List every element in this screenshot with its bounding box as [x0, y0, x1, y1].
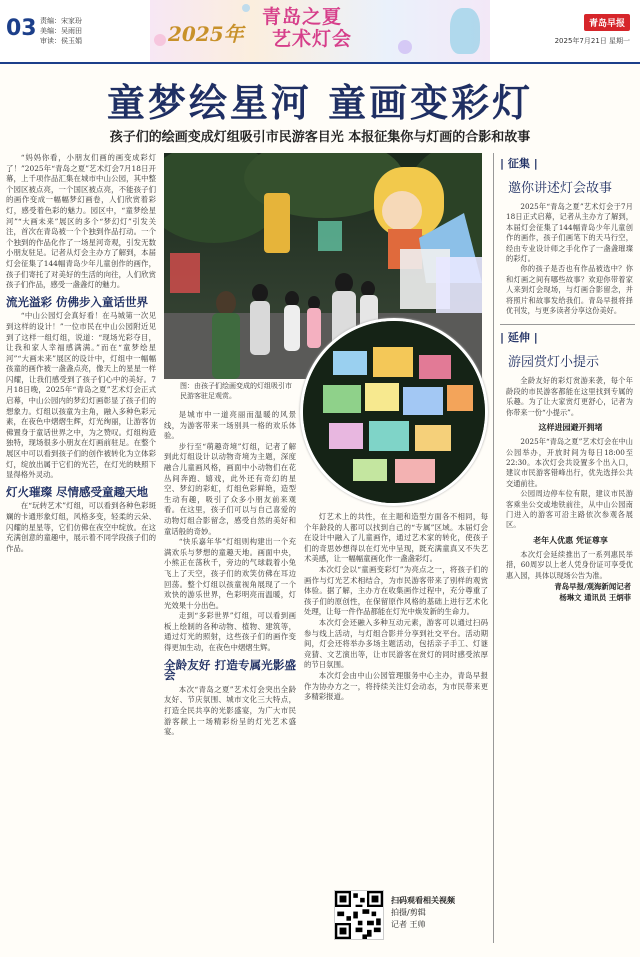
banner-title — [262, 6, 352, 50]
page-header — [0, 0, 640, 62]
sidebar-paragraph: 2025年“青岛之夏”艺术灯会在中山公园举办，开放时间为每日18:00至22:30。本次灯会共设置多个出入口，建议市民游客错峰出行，优先选择公共交通前往。 — [506, 437, 633, 488]
sidebar-subheading: 这样进园避开拥堵 — [538, 423, 603, 433]
section-heading: 全龄友好 打造专属光影盛会 — [164, 657, 296, 683]
lantern-closeup-photo — [300, 318, 488, 506]
intro-paragraph: “妈妈你看，小朋友们画的画变成彩灯了！”2025年“青岛之夏”艺术灯会7月18日开幕，上千项作品汇集在城市中山公园，其中整个园区被点亮，一个国区被点亮，不能孩子们的画作变成一幅幅梦幻画卷，人们欣赏着彩灯，感受着色彩的魅力。园区中，“童梦绘星河”“大画未来”展区的多个“梦幻灯”引发关注，首次在青岛被一个个独到作品打动。一个个独到的作品化作了一场星河奇观，引发无数小朋友驻足。记者从灯会主办方了解到，本届灯会征集了144幅青岛少年儿童创作的画作，孩子们寄托了对美好的生活的向往，人们欣赏孩子们作品，感受一盏盏灯的魅力。 — [6, 153, 156, 290]
byline-line: 杨琳文 通讯员 王炳菲 — [559, 592, 631, 602]
bubble-decoration — [154, 34, 166, 46]
body-paragraph: 在“玩转艺术”灯组，可以看到各种色彩斑斓的卡通形象灯组，风格多变，轻柔的云朵、闪耀的星星等，它们仿佛在夜空中绽放。在这充满创意的童趣中，展示着不同学段孩子们的作品。 — [6, 501, 156, 553]
banner-title-line1: 青岛之夏 — [262, 6, 343, 28]
byline-line: 青岛早报/观海新闻记者 — [554, 581, 631, 591]
qr-credit: 拍摄/剪辑 — [391, 908, 426, 917]
body-paragraph: 步行至“萌趣奇境”灯组，记者了解到此灯组设计以动物奇境为主题，深度融合儿童画风格，画面中小动物们在花丛间奔跑、嬉戏，此外还有奇幻的星空、梦幻的彩虹，灯组色彩鲜艳，造型生动有趣，吸引了众多小朋友前来观看。在这里，孩子们可以与自己喜爱的动物灯组合影留念，感受自然的美好和童话般的奇妙。 — [164, 441, 296, 536]
sidebar-tag: | 延伸 | — [500, 331, 538, 345]
banner-year: 2025年 — [168, 22, 244, 46]
tag-label: 延伸 — [507, 331, 530, 345]
page-number: 03 — [6, 16, 37, 41]
body-paragraph: “快乐嘉年华”灯组则构建出一个充满欢乐与梦想的童趣天地。画面中央，小熊正在荡秋千，旁边的气球载着小兔飞上了天空，孩子们的欢笑仿佛在耳边回荡。整个灯组以孩童视角展现了一个欢快的游乐世界，色彩明亮而温暖，灯光效果十分出色。 — [164, 537, 296, 610]
proofreader-line: 审读：侯玉娟 — [40, 37, 82, 45]
sidebar-heading: 游园赏灯小提示 — [508, 355, 600, 371]
banner-title-line2: 艺术灯会 — [272, 28, 353, 50]
section-heading: 灯火璀璨 尽情感受童趣天地 — [6, 484, 149, 499]
photo-illustration — [303, 321, 485, 503]
bubble-decoration — [242, 4, 250, 12]
body-paragraph: “中山公园灯会真好看！在马城第一次见到这样的设计！”一位市民在中山公园附近见到了这样一组灯组，说道：“现场光彩夺目，让我和家人幸福感满满。”而在“童梦绘星河”“大画未来”展区的设计中，灯组中一幅幅孩童的画作被一盏盏点亮，像天上的星星一样闪耀，让我们感受到了孩子们心中的美好。7月18日晚，2025年“青岛之夏”艺术灯会正式启幕，中山公园内的梦幻灯画彰显了孩子们的想象力。灯组以孩童为主角，融入多种色彩元素，在夜色中熠熠生辉，灯光绚丽，让游客仿佛置身于童话世界之中，为之赞叹。灯组构造独特，现场很多小朋友在灯画前驻足。在整个展区中可以看到孩子们的创作被转化为立体彩灯，绽放出属于它们的光芒，在灯光的映照下显得格外灵动。 — [6, 311, 156, 480]
qr-scan-label: 扫码观看相关视频 — [391, 896, 455, 905]
sidebar-divider — [500, 324, 635, 325]
mascot-illustration — [450, 8, 480, 54]
sub-headline: 孩子们的绘画变成灯组吸引市民游客目光 本报征集你与灯画的合影和故事 — [109, 130, 531, 145]
sidebar-heading: 邀你讲述灯会故事 — [508, 181, 613, 196]
festival-banner — [150, 0, 490, 62]
article-column-3 — [304, 512, 488, 884]
sidebar-tag: | 征集 | — [500, 157, 538, 170]
body-paragraph: 走到“多彩世界”灯组，可以看到画板上绘制的各种动物、植物、建筑等，通过灯光的照射，这些孩子们的画作变得更加生动，在夜色中熠熠生辉。 — [164, 611, 296, 653]
newspaper-logo: 青岛早报 — [584, 14, 630, 31]
article-column-2 — [164, 410, 296, 943]
editor-line: 责编：宋家玢 — [40, 17, 82, 25]
sidebar-paragraph: 2025年“青岛之夏”艺术灯会于7月18日正式启幕，记者从主办方了解到，本届灯会征集了144幅青岛少年儿童创作的画作，孩子们画笔下的天马行空，经由专业设计师之手化作了一盏盏璀璨的彩灯。 — [506, 202, 633, 264]
sidebar-paragraph: 公园周边停车位有限，建议市民游客乘坐公交或地铁前往，从中山公园南门进入的游客可沿主路依次参观各展区。 — [506, 489, 633, 530]
photo-caption: 图：由孩子们绘画变成的灯组吸引市民游客驻足观赏。 — [180, 382, 292, 400]
body-paragraph: 本次灯会以“童画变彩灯”为亮点之一，将孩子们的画作与灯光艺术相结合，为市民游客带来了别样的观赏体验。据了解，主办方在收集画作过程中，充分尊重了孩子们的原创性，在保留原作风格的基础上进行艺术化处理，让每一件作品都能在灯光中焕发新的生命力。 — [304, 564, 488, 617]
sidebar — [493, 153, 635, 943]
body-paragraph: 灯艺术上的共性，在主题和造型方面各不相同，每个年龄段的人都可以找到自己的“专属”区域。本届灯会在设计中融入了儿童画作，通过艺术家的转化，使孩子们的奇思妙想得以在灯光中呈现，既充满童真又不失艺术美感，让一幅幅童画化作一盏盏彩灯。 — [304, 512, 488, 564]
header-divider — [0, 62, 640, 64]
bubble-decoration — [398, 40, 412, 54]
qr-code-icon — [335, 891, 383, 939]
byline — [494, 581, 635, 603]
sidebar-paragraph: 本次灯会延续推出了一系列惠民举措，60周岁以上老人凭身份证可享受优惠入园，具体以现场公告为准。 — [506, 549, 633, 580]
main-headline: 童梦绘星河 童画变彩灯 — [106, 81, 534, 125]
issue-date: 2025年7月21日 星期一 — [554, 37, 630, 45]
sidebar-paragraph: 你的孩子是否也有作品被选中？你和灯画之间有哪些故事？欢迎你带着家人来到灯会现场，与灯画合影留念，并将照片和故事发给我们。青岛早报将择优刊发，与更多读者分享这份美好。 — [506, 264, 633, 316]
qr-code[interactable] — [334, 890, 384, 940]
qr-caption — [391, 895, 455, 931]
section-heading: 流光溢彩 仿佛步入童话世界 — [6, 294, 149, 309]
tag-label: 征集 — [507, 157, 530, 170]
editor-credits — [40, 16, 82, 46]
body-paragraph: 本次灯会还融入多种互动元素，游客可以通过扫码参与线上活动，与灯组合影并分享到社交平台。活动期间，灯会还将举办多场主题活动，包括亲子手工、灯谜竞猜、文艺演出等，让市民游客在赏灯的同时感受浓厚的节日氛围。 — [304, 617, 488, 670]
body-paragraph: 是城市中一道亮丽而温暖的风景线，为游客带来一场别具一格的欢乐体验。 — [164, 410, 296, 441]
sidebar-paragraph: 全龄友好的彩灯赏游来袭，每个年龄段的市民游客都能在这里找到专属的乐趣。为了让大家赏灯更舒心，记者为你带来一份“小提示”。 — [506, 376, 633, 417]
sidebar-subheading: 老年人优惠 凭证尊享 — [533, 535, 608, 545]
article-column-1 — [6, 153, 156, 943]
designer-line: 美编：吴雨田 — [40, 27, 82, 35]
body-paragraph: 本次灯会由中山公园管理服务中心主办，青岛早报作为协办方之一，将持续关注灯会动态，为市民带来更多精彩报道。 — [304, 670, 488, 702]
body-paragraph: 本次“青岛之夏”艺术灯会突出全龄友好、节庆氛围、城市文化三大特点，打造全民共享的光影盛宴，为广大市民游客献上一场精彩纷呈的灯光艺术盛宴。 — [164, 684, 296, 737]
qr-reporter: 记者 王帅 — [391, 920, 426, 929]
